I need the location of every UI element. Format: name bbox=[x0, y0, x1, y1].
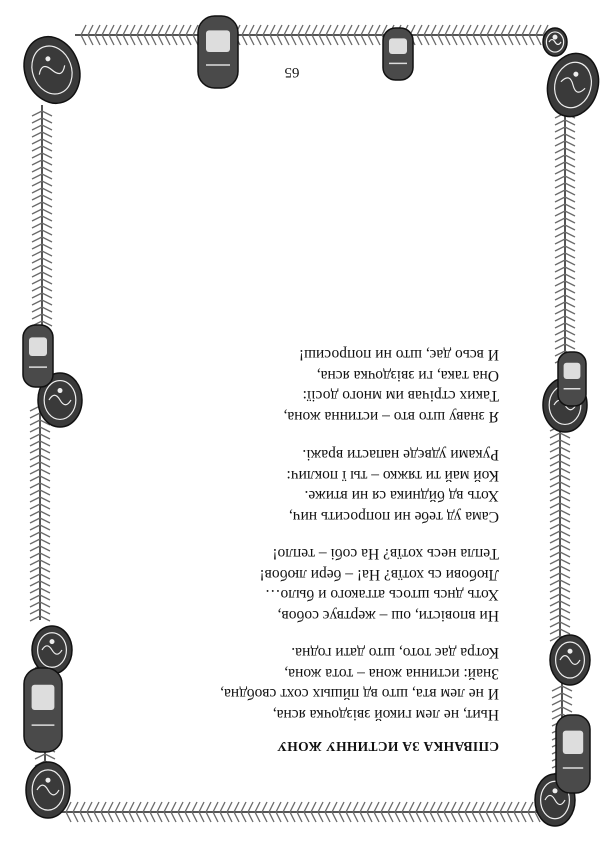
stanza-1 bbox=[79, 642, 499, 724]
poem-line: Кой май ти тяжко – ты ї поклич: bbox=[286, 467, 499, 484]
poem-line: Любови сь хотїв? На! – бери любов! bbox=[259, 566, 499, 583]
poem-line: Сама уд тебе ни попросить нич, bbox=[288, 508, 499, 525]
poem-line: Тепла несь хотїв? На собі – тепло! bbox=[272, 545, 499, 563]
page-number: 65 bbox=[284, 64, 300, 80]
poem-line: Ни вповісти, ош – жертвує собов, bbox=[277, 607, 499, 624]
poem-title: СПІВАНКА ЗА ИСТИННУ ЖОНУ bbox=[276, 739, 499, 754]
poem-line: Хоть днсь штось атгакого и было… bbox=[265, 586, 499, 604]
poem-line: Хоть вд бйдника ся ни втиже. bbox=[304, 487, 499, 505]
poem-line: И не лем вта, што вд пйшых сохт свобдна, bbox=[220, 685, 499, 703]
poem-line: Она така, ги звіздочка ясна, bbox=[316, 367, 499, 384]
poem-line: Ньит, не лем гикой звіздочка ясна, bbox=[272, 706, 499, 723]
poem-line: Знай: истинна жона – тота жона, bbox=[284, 665, 499, 682]
stanza-3 bbox=[79, 444, 499, 526]
poem-line: Котра дає тото, што дати годна. bbox=[291, 644, 499, 662]
poem-line: Руками удвєде напасти вражі. bbox=[302, 446, 499, 464]
poem-line: Таких стрічав им много досії: bbox=[302, 387, 499, 405]
stanza-4 bbox=[79, 344, 499, 426]
poem-line: Я знаву што вто – истинна жона, bbox=[283, 408, 499, 425]
stanza-2 bbox=[79, 543, 499, 625]
poem-line: И всьо дає, што ни попросиш! bbox=[298, 346, 499, 364]
